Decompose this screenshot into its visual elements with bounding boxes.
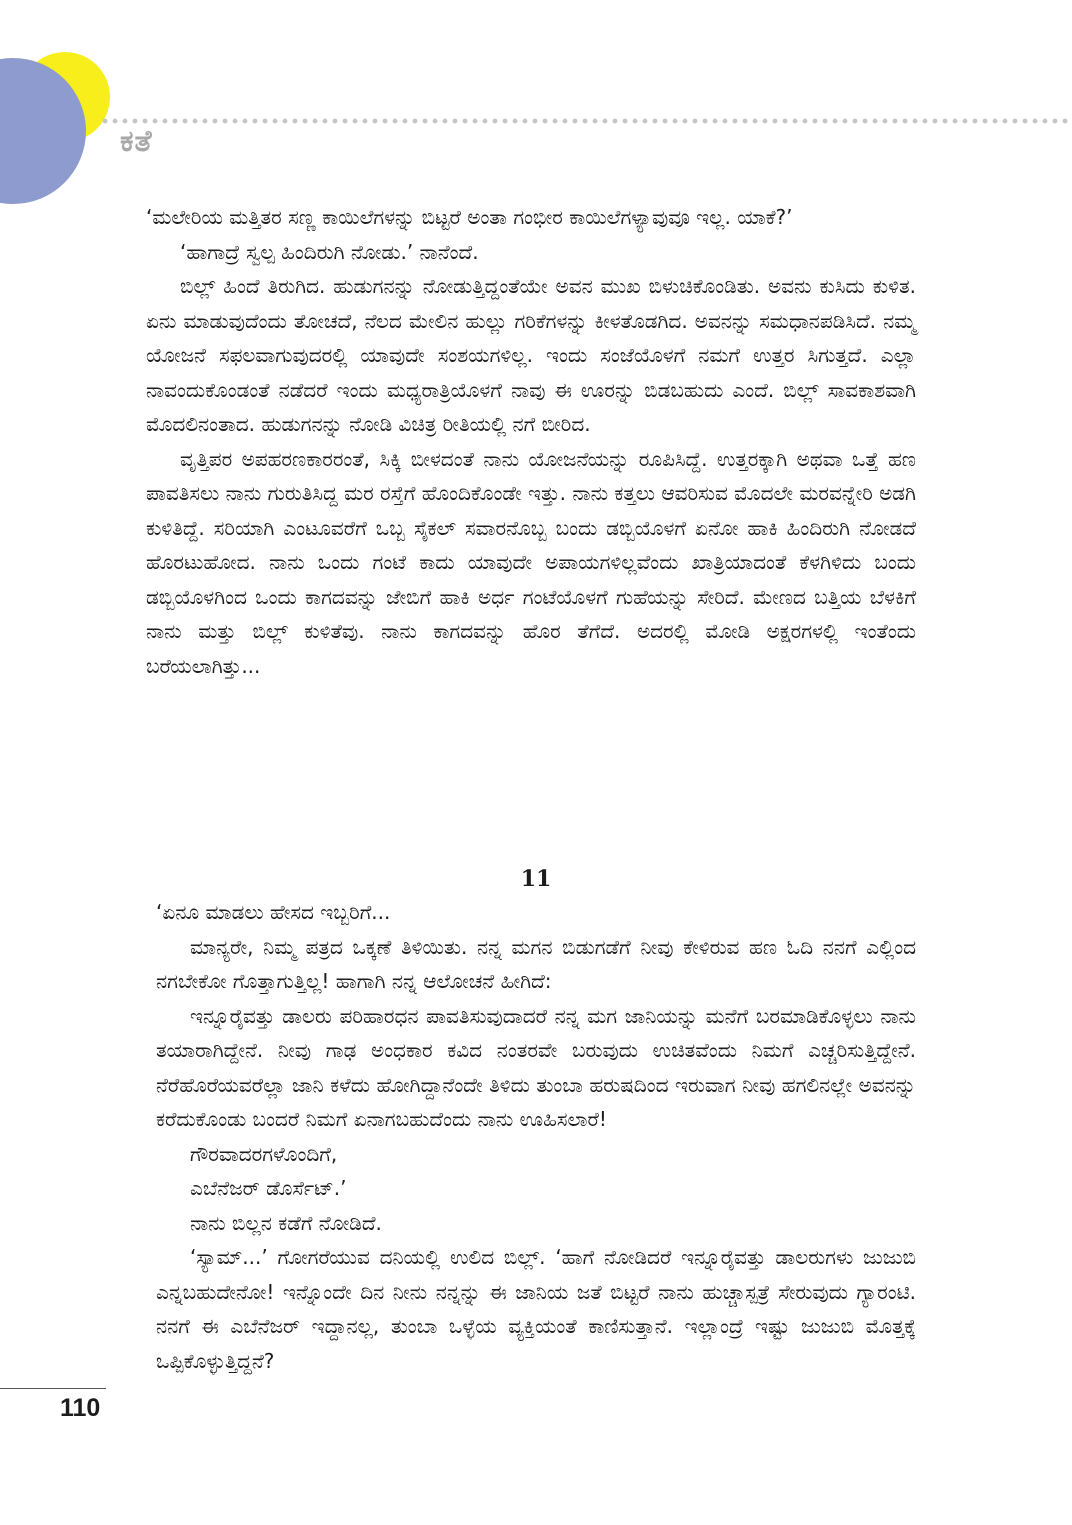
paragraph: ಬಿಲ್ಲ್ ಹಿಂದೆ ತಿರುಗಿದ. ಹುಡುಗನನ್ನು ನೋಡುತ್ತಿದ್ದಂತೆಯೇ ಅವನ ಮುಖ ಬಿಳುಚಿಕೊಂಡಿತು. ಅವನು ಕುಸಿದು ಕುಳಿತ. ಏನು ಮಾಡುವುದೆಂದು ತೋಚದೆ, ನೆಲದ ಮೇಲಿನ ಹುಲ್ಲು ಗರಿಕೆಗಳನ್ನು ಕೀಳತೊಡಗಿದ. ಅವನನ್ನು ಸಮಧಾನಪಡಿಸಿದೆ. ನಮ್ಮ ಯೋಜನೆ ಸಫಲವಾಗುವುದರಲ್ಲಿ ಯಾವುದೇ ಸಂಶಯಗಳಿಲ್ಲ. ಇಂದು ಸಂಜೆಯೊಳಗೆ ನಮಗೆ ಉತ್ತರ ಸಿಗುತ್ತದೆ. ಎಲ್ಲಾ ನಾವಂದುಕೊಂಡಂತೆ ನಡೆದರೆ ಇಂದು ಮಧ್ಯರಾತ್ರಿಯೊಳಗೆ ನಾವು ಈ ಊರನ್ನು ಬಿಡಬಹುದು ಎಂದೆ. ಬಿಲ್ಲ್ ಸಾವಕಾಶವಾಗಿ ಮೊದಲಿನಂತಾದ. ಹುಡುಗನನ್ನು ನೋಡಿ ವಿಚಿತ್ರ ರೀತಿಯಲ್ಲಿ ನಗೆ ಬೀರಿದ. [146, 274, 916, 436]
chapter-number: 11 [520, 866, 552, 892]
footer-rule [0, 1388, 106, 1389]
paragraph: ಮಾನ್ಯರೇ, ನಿಮ್ಮ ಪತ್ರದ ಒಕ್ಕಣೆ ತಿಳಿಯಿತು. ನನ್ನ ಮಗನ ಬಿಡುಗಡೆಗೆ ನೀವು ಕೇಳಿರುವ ಹಣ ಓದಿ ನನಗೆ ಎಲ್ಲಿಂದ ನಗಬೇಕೋ ಗೊತ್ತಾಗುತ್ತಿಲ್ಲ! ಹಾಗಾಗಿ ನನ್ನ ಆಲೋಚನೆ ಹೀಗಿದೆ: [156, 934, 916, 993]
paragraph: ‘ಮಲೇರಿಯ ಮತ್ತಿತರ ಸಣ್ಣ ಕಾಯಿಲೆಗಳನ್ನು ಬಿಟ್ಟರೆ ಅಂತಾ ಗಂಭೀರ ಕಾಯಿಲೆಗಳ್ಯಾವುವೂ ಇಲ್ಲ. ಯಾಕೆ?’ [146, 205, 793, 229]
paragraph: ಇನ್ನೂರೈವತ್ತು ಡಾಲರು ಪರಿಹಾರಧನ ಪಾವತಿಸುವುದಾದರೆ ನನ್ನ ಮಗ ಜಾನಿಯನ್ನು ಮನೆಗೆ ಬರಮಾಡಿಕೊಳ್ಳಲು ನಾನು ತಯಾರಾಗಿದ್ದೇನೆ. ನೀವು ಗಾಢ ಅಂಧಕಾರ ಕವಿದ ನಂತರವೇ ಬರುವುದು ಉಚಿತವೆಂದು ನಿಮಗೆ ಎಚ್ಚರಿಸುತ್ತಿದ್ದೇನೆ. ನೆರೆಹೊರೆಯವರೆಲ್ಲಾ ಜಾನಿ ಕಳೆದು ಹೋಗಿದ್ದಾನೆಂದೇ ತಿಳಿದು ತುಂಬಾ ಹರುಷದಿಂದ ಇರುವಾಗ ನೀವು ಹಗಲಿನಲ್ಲೇ ಅವನನ್ನು ಕರೆದುಕೊಂಡು ಬಂದರೆ ನಿಮಗೆ ಏನಾಗಬಹುದೆಂದು ನಾನು ಊಹಿಸಲಾರೆ! [156, 1003, 916, 1131]
page-number: 110 [60, 1394, 101, 1422]
paragraph: ‘ಏನೂ ಮಾಡಲು ಹೇಸದ ಇಬ್ಬರಿಗೆ... [156, 900, 391, 924]
dotted-header-rule [100, 118, 1072, 124]
paragraph: ‘ಹಾಗಾದ್ರೆ ಸ್ವಲ್ಪ ಹಿಂದಿರುಗಿ ನೋಡು.’ ನಾನೆಂದೆ. [180, 239, 479, 264]
paragraph: ಗೌರವಾದರಗಳೊಂದಿಗೆ, [190, 1141, 338, 1166]
paragraph: ವೃತ್ತಿಪರ ಅಪಹರಣಕಾರರಂತೆ, ಸಿಕ್ಕಿ ಬೀಳದಂತೆ ನಾನು ಯೋಜನೆಯನ್ನು ರೂಪಿಸಿದ್ದೆ. ಉತ್ತರಕ್ಕಾಗಿ ಅಥವಾ ಒತ್ತೆ ಹಣ ಪಾವತಿಸಲು ನಾನು ಗುರುತಿಸಿದ್ದ ಮರ ರಸ್ತೆಗೆ ಹೊಂದಿಕೊಂಡೇ ಇತ್ತು. ನಾನು ಕತ್ತಲು ಆವರಿಸುವ ಮೊದಲೇ ಮರವನ್ನೇರಿ ಅಡಗಿ ಕುಳಿತಿದ್ದೆ. ಸರಿಯಾಗಿ ಎಂಟೂವರೆಗೆ ಒಬ್ಬ ಸೈಕಲ್ ಸವಾರನೊಬ್ಬ ಬಂದು ಡಬ್ಬಿಯೊಳಗೆ ಏನೋ ಹಾಕಿ ಹಿಂದಿರುಗಿ ನೋಡದೆ ಹೊರಟುಹೋದ. ನಾನು ಒಂದು ಗಂಟೆ ಕಾದು ಯಾವುದೇ ಅಪಾಯಗಳಿಲ್ಲವೆಂದು ಖಾತ್ರಿಯಾದಂತೆ ಕೆಳಗಿಳಿದು ಬಂದು ಡಬ್ಬಿಯೊಳಗಿಂದ ಒಂದು ಕಾಗದವನ್ನು ಜೇಬಿಗೆ ಹಾಕಿ ಅರ್ಧ ಗಂಟೆಯೊಳಗೆ ಗುಹೆಯನ್ನು ಸೇರಿದೆ. ಮೇಣದ ಬತ್ತಿಯ ಬೆಳಕಿಗೆ ನಾನು ಮತ್ತು ಬಿಲ್ಲ್ ಕುಳಿತೆವು. ನಾನು ಕಾಗದವನ್ನು ಹೊರ ತೆಗೆದೆ. ಅದರಲ್ಲಿ ಮೋಡಿ ಅಕ್ಷರಗಳಲ್ಲಿ ಇಂತೆಂದು ಬರೆಯಲಾಗಿತ್ತು... [146, 446, 916, 678]
section-label: ಕತೆ [120, 124, 153, 159]
paragraph: ನಾನು ಬಿಲ್ಲನ ಕಡೆಗೆ ನೋಡಿದೆ. [190, 1210, 382, 1235]
story-text-block-bottom [156, 895, 916, 1378]
paragraph: ಎಬೆನೆಜರ್ ಡೊರ್ಸೆಟ್.’ [190, 1176, 347, 1200]
paragraph: ‘ಸ್ಯಾಮ್...’ ಗೋಗರೆಯುವ ದನಿಯಲ್ಲಿ ಉಲಿದ ಬಿಲ್ಲ್. ‘ಹಾಗೆ ನೋಡಿದರೆ ಇನ್ನೂರೈವತ್ತು ಡಾಲರುಗಳು ಜುಜುಬಿ ಎನ್ನಬಹುದೇನೋ! ಇನ್ನೊಂದೇ ದಿನ ನೀನು ನನ್ನನ್ನು ಈ ಜಾನಿಯ ಜತೆ ಬಿಟ್ಟರೆ ನಾನು ಹುಚ್ಚಾಸ್ಪತ್ರೆ ಸೇರುವುದು ಗ್ಯಾರಂಟಿ. ನನಗೆ ಈ ಎಬೆನೆಜರ್ ಇದ್ದಾನಲ್ಲ, ತುಂಬಾ ಒಳ್ಳೆಯ ವ್ಯಕ್ತಿಯಂತೆ ಕಾಣಿಸುತ್ತಾನೆ. ಇಲ್ಲಾಂದ್ರೆ ಇಷ್ಟು ಜುಜುಬಿ ಮೊತ್ತಕ್ಕೆ ಒಪ್ಪಿಕೊಳ್ಳುತ್ತಿದ್ದನೆ? [156, 1245, 916, 1373]
story-text-block-top [146, 200, 916, 683]
